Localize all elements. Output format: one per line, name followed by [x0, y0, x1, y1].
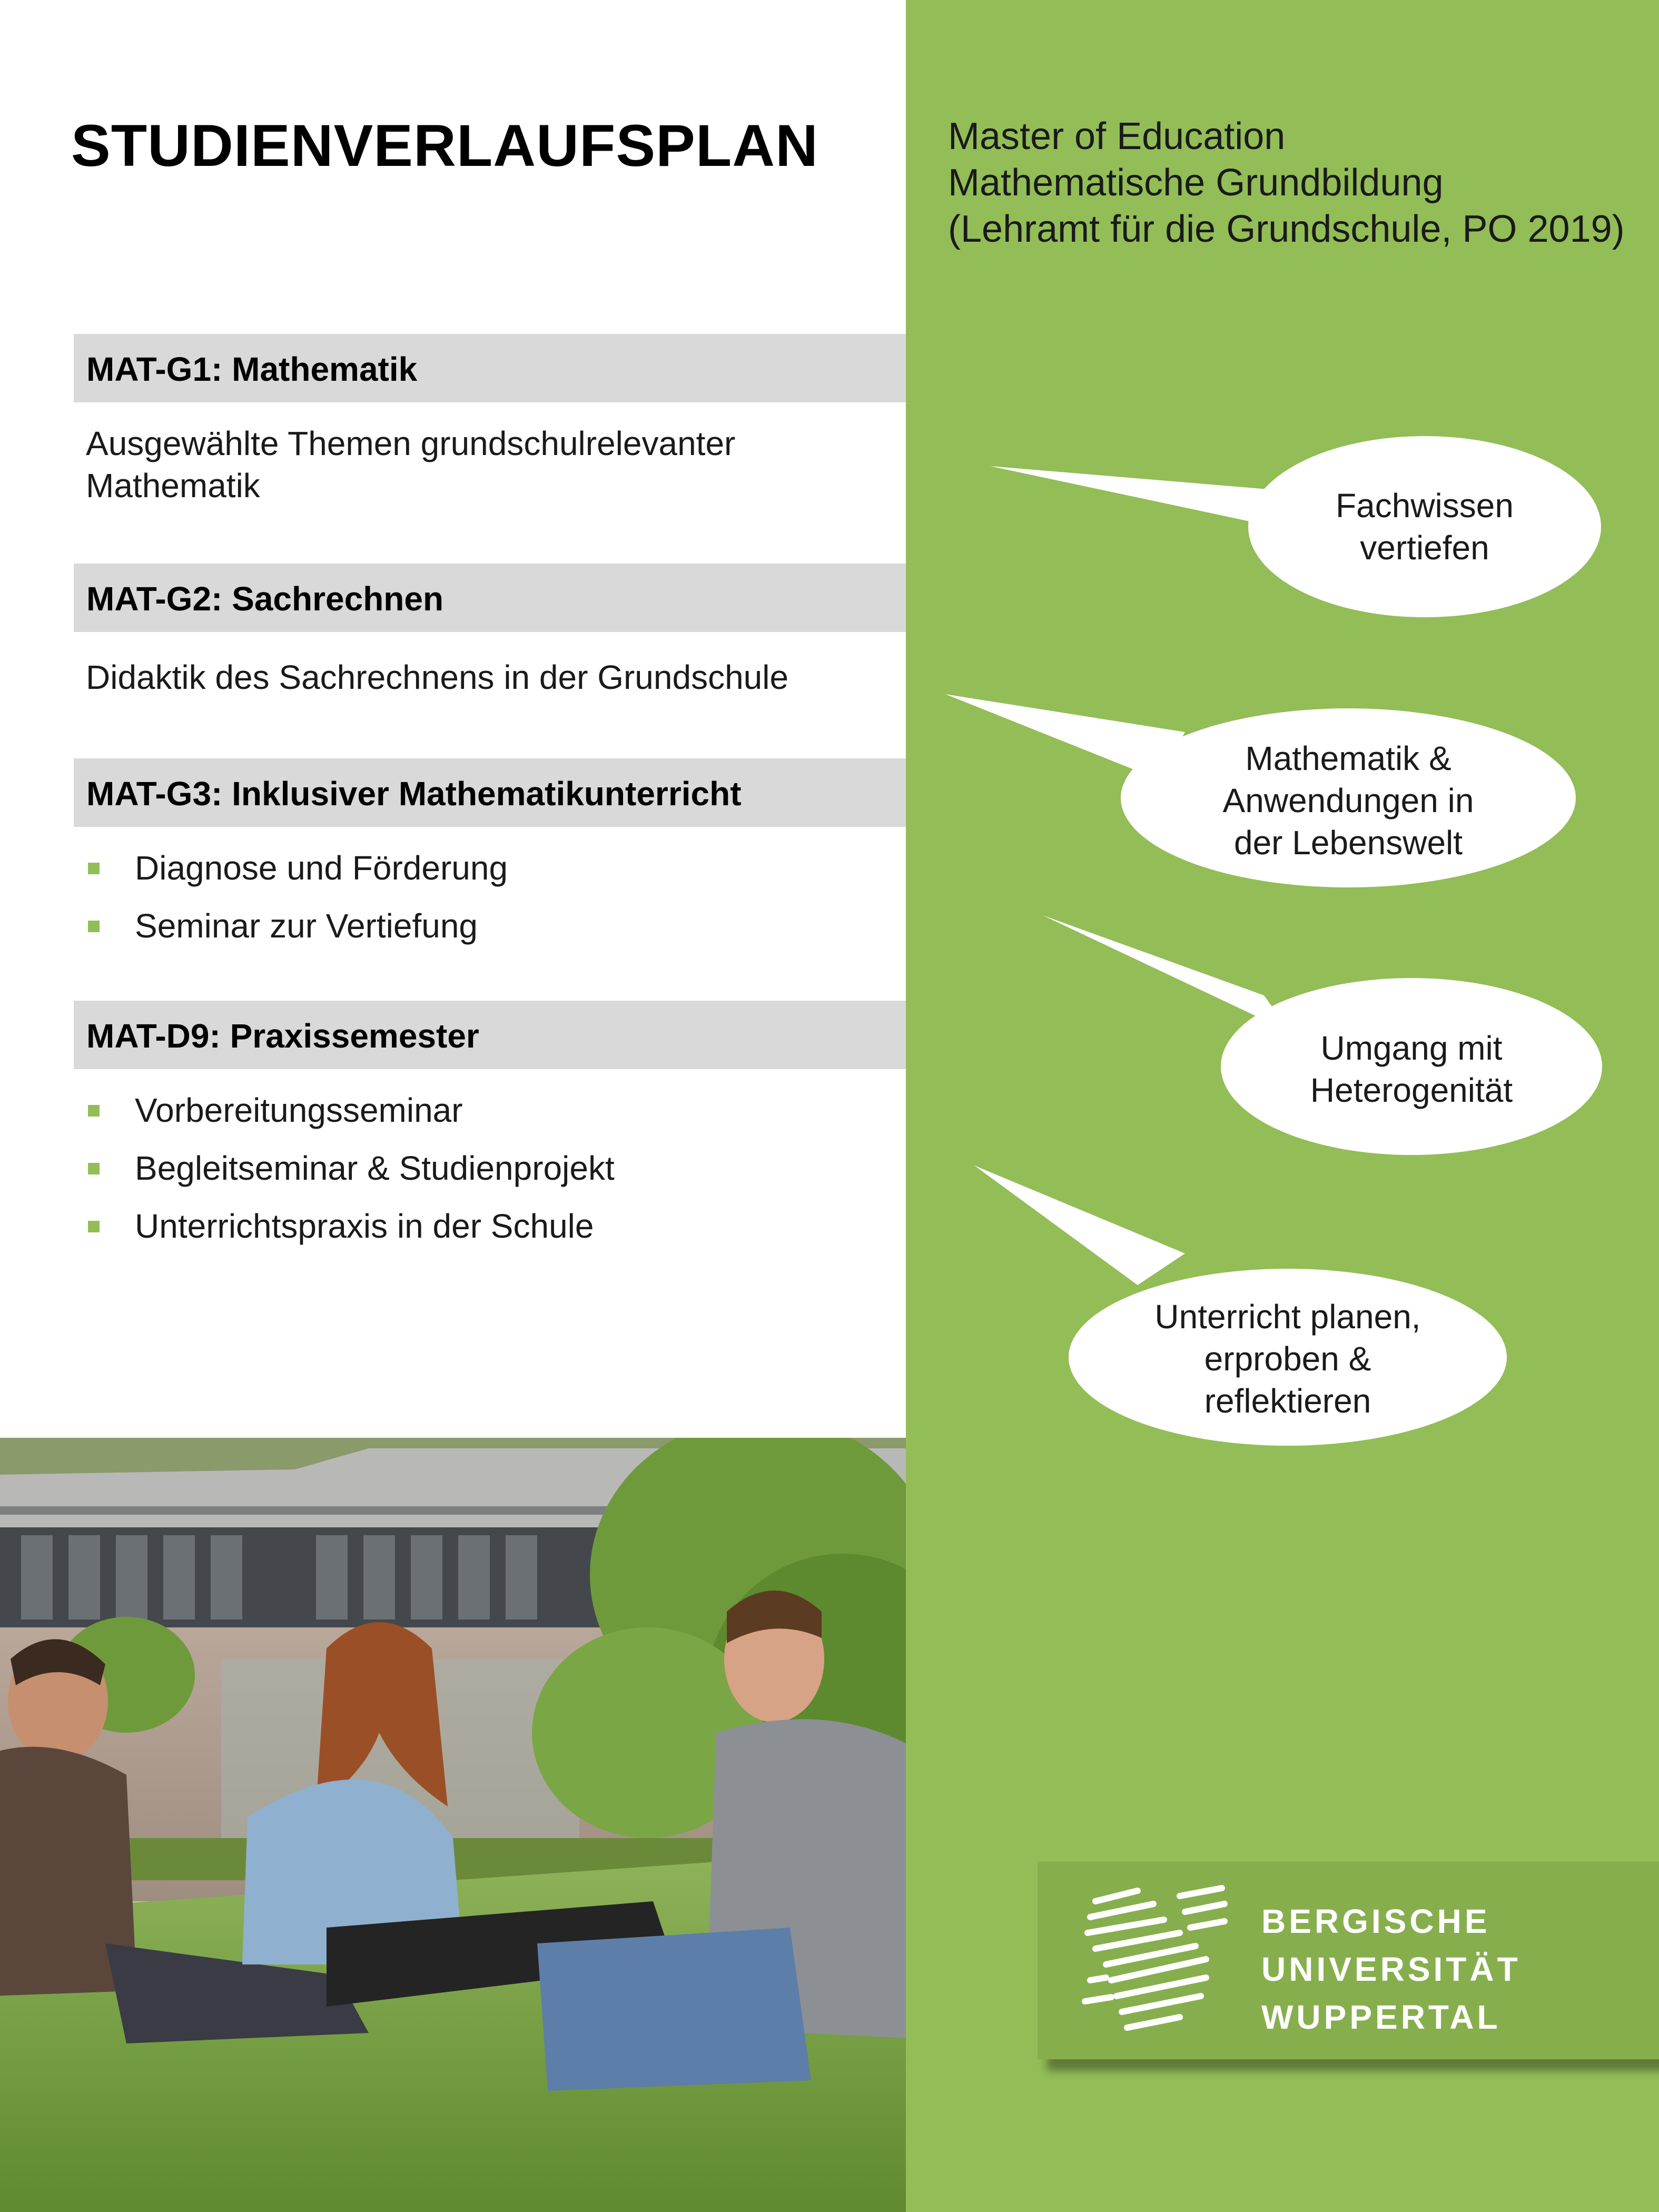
lion-crest-icon: [1074, 1880, 1232, 2043]
university-name: [1261, 1898, 1521, 2041]
bubble-line: erproben &: [1204, 1340, 1371, 1378]
campus-photo-illustration: [0, 1438, 906, 2212]
bubble-line: Mathematik &: [1245, 739, 1451, 777]
list-item-label: Diagnose und Förderung: [135, 849, 508, 887]
list-item-label: Unterrichtspraxis in der Schule: [135, 1207, 594, 1245]
students-campus-photo: [0, 1438, 906, 2212]
module-heading: MAT-G1: Mathematik: [86, 350, 418, 388]
bubble-line: Fachwissen: [1336, 487, 1514, 525]
program-subject: Mathematische Grundbildung: [948, 162, 1444, 204]
page-title: STUDIENVERLAUFSPLAN: [71, 113, 819, 179]
list-item-label: Begleitseminar & Studienprojekt: [135, 1149, 615, 1187]
university-logo: [1038, 1862, 1659, 2059]
bubble-line: Heterogenität: [1310, 1071, 1513, 1109]
bubble-line: Unterricht planen,: [1154, 1298, 1421, 1336]
bubble-line: vertiefen: [1360, 529, 1489, 567]
list-item-label: Vorbereitungsseminar: [135, 1091, 463, 1129]
university-name-line: BERGISCHE: [1261, 1902, 1490, 1940]
bubble-line: Umgang mit: [1320, 1029, 1503, 1067]
speech-bubble-4-text: [1154, 1296, 1420, 1422]
module-heading: MAT-G2: Sachrechnen: [86, 580, 444, 618]
bubble-line: Anwendungen in: [1222, 782, 1474, 819]
speech-bubble-2-text: [1223, 737, 1474, 864]
bubble-line: reflektieren: [1204, 1382, 1371, 1420]
speech-bubble-1-text: [1336, 485, 1514, 569]
program-degree: Master of Education: [948, 115, 1286, 157]
bubble-line: der Lebenswelt: [1233, 824, 1463, 862]
module-heading: MAT-G3: Inklusiver Mathematikunterricht: [86, 775, 742, 813]
program-track: (Lehramt für die Grundschule, PO 2019): [948, 208, 1625, 250]
list-item-label: Seminar zur Vertiefung: [135, 907, 478, 945]
university-name-line: UNIVERSITÄT: [1261, 1950, 1521, 1988]
module-description-line: Didaktik des Sachrechnens in der Grundschule: [86, 658, 789, 696]
module-heading: MAT-D9: Praxissemester: [86, 1017, 479, 1055]
module-description-line: Mathematik: [86, 467, 260, 505]
university-name-line: WUPPERTAL: [1261, 1998, 1501, 2036]
speech-bubble-3-text: [1310, 1027, 1513, 1111]
module-description-line: Ausgewählte Themen grundschulrelevanter: [86, 424, 736, 462]
